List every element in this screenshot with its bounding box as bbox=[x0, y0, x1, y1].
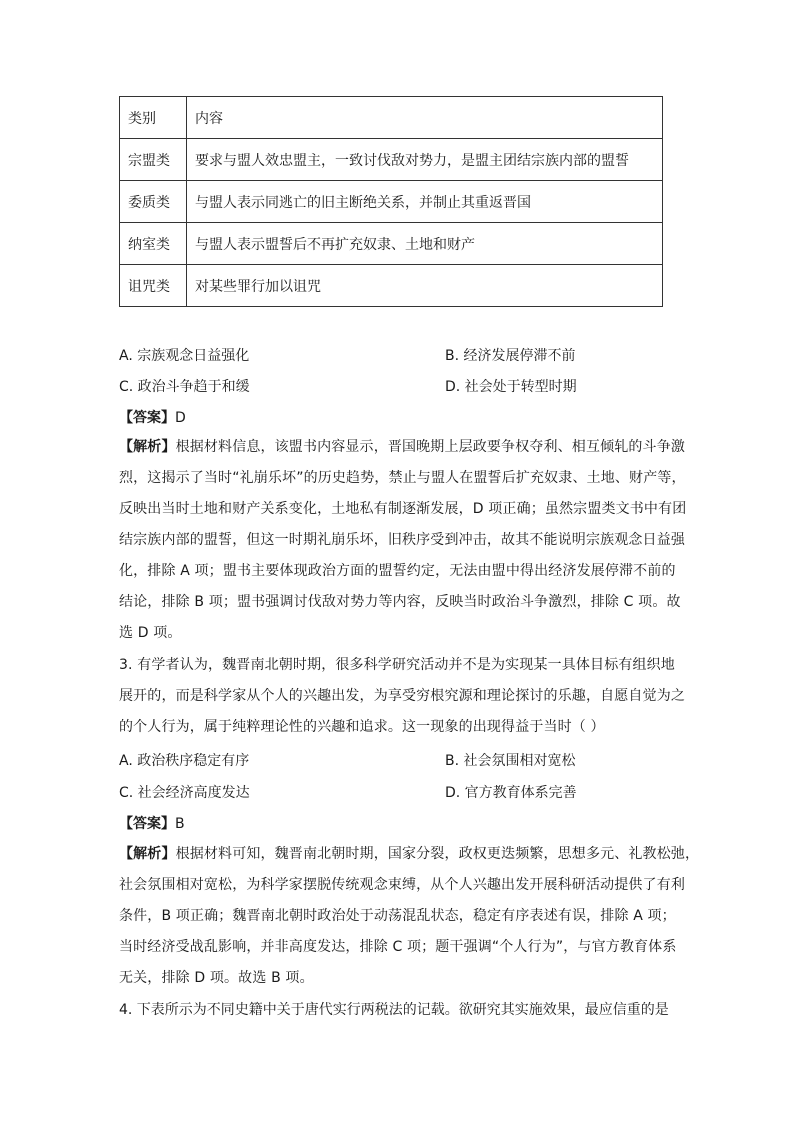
table-row bbox=[120, 223, 663, 265]
q2-option-a: A. 宗族观念日益强化 bbox=[119, 348, 250, 364]
table-cell-category: 纳室类 bbox=[120, 223, 187, 265]
alliance-oath-table bbox=[119, 96, 663, 307]
q3-option-a: A. 政治秩序稳定有序 bbox=[119, 753, 250, 769]
analysis-line: 选 D 项。 bbox=[119, 625, 182, 641]
analysis-line: 结宗族内部的盟誓，但这一时期礼崩乐坏，旧秩序受到冲击，故其不能说明宗族观念日益强 bbox=[119, 532, 685, 548]
q4-stem: 4. 下表所示为不同史籍中关于唐代实行两税法的记载。欲研究其实施效果，最应信重的是 bbox=[119, 1002, 669, 1018]
analysis-line: 烈，这揭示了当时“礼崩乐坏”的历史趋势，禁止与盟人在盟誓后扩充奴隶、土地、财产等， bbox=[119, 470, 686, 486]
table-header-content: 内容 bbox=[187, 97, 663, 139]
table-cell-category: 委质类 bbox=[120, 181, 187, 223]
analysis-line: 当时经济受战乱影响，并非高度发达，排除 C 项；题干强调“个人行为”，与官方教育体系 bbox=[119, 939, 677, 955]
q3-option-c: C. 社会经济高度发达 bbox=[119, 785, 250, 801]
q2-option-b: B. 经济发展停滞不前 bbox=[445, 348, 576, 364]
q2-analysis bbox=[119, 432, 687, 649]
stem-line: 展开的，而是科学家从个人的兴趣出发，为享受穷根究源和理论探讨的乐趣，自愿自觉为之 bbox=[119, 688, 685, 704]
analysis-line: 社会氛围相对宽松，为科学家摆脱传统观念束缚，从个人兴趣出发开展科研活动提供了有利 bbox=[119, 877, 685, 893]
answer-tag: 【答案】 bbox=[119, 816, 175, 832]
answer-value: B bbox=[175, 816, 185, 832]
analysis-line: 无关，排除 D 项。故选 B 项。 bbox=[119, 970, 314, 986]
q3-analysis bbox=[119, 839, 700, 994]
q2-option-c: C. 政治斗争趋于和缓 bbox=[119, 379, 250, 395]
q3-option-d: D. 官方教育体系完善 bbox=[445, 785, 577, 801]
q2-option-d: D. 社会处于转型时期 bbox=[445, 379, 577, 395]
stem-line: 的个人行为，属于纯粹理论性的兴趣和追求。这一现象的出现得益于当时（ ） bbox=[119, 719, 605, 735]
analysis-tag: 【解析】 bbox=[119, 439, 176, 455]
table-cell-content: 要求与盟人效忠盟主，一致讨伐敌对势力，是盟主团结宗族内部的盟誓 bbox=[187, 139, 663, 181]
table-header-category: 类别 bbox=[120, 97, 187, 139]
q2-answer bbox=[119, 408, 186, 428]
analysis-line: 结论，排除 B 项；盟书强调讨伐敌对势力等内容，反映当时政治斗争激烈，排除 C 项。故 bbox=[119, 594, 681, 610]
q3-stem bbox=[119, 650, 685, 743]
table-cell-content: 对某些罪行加以诅咒 bbox=[187, 265, 663, 307]
analysis-tag: 【解析】 bbox=[119, 846, 176, 862]
table-cell-content: 与盟人表示同逃亡的旧主断绝关系，并制止其重返晋国 bbox=[187, 181, 663, 223]
q3-option-b: B. 社会氛围相对宽松 bbox=[445, 753, 576, 769]
answer-tag: 【答案】 bbox=[119, 410, 175, 426]
analysis-line: 【解析】根据材料可知，魏晋南北朝时期，国家分裂，政权更迭频繁，思想多元、礼教松弛， bbox=[119, 846, 700, 862]
table-row bbox=[120, 139, 663, 181]
analysis-line: 条件，B 项正确；魏晋南北朝时政治处于动荡混乱状态，稳定有序表述有误，排除 A 项； bbox=[119, 908, 676, 924]
analysis-line: 反映出当时土地和财产关系变化，土地私有制逐渐发展，D 项正确；虽然宗盟类文书中有团 bbox=[119, 501, 687, 517]
q3-answer bbox=[119, 814, 185, 834]
table-header-row bbox=[120, 97, 663, 139]
answer-value: D bbox=[175, 410, 186, 426]
table-row bbox=[120, 265, 663, 307]
stem-line: 3. 有学者认为，魏晋南北朝时期，很多科学研究活动并不是为实现某一具体目标有组织地 bbox=[119, 657, 675, 673]
table-cell-content: 与盟人表示盟誓后不再扩充奴隶、土地和财产 bbox=[187, 223, 663, 265]
table-row bbox=[120, 181, 663, 223]
analysis-line: 化，排除 A 项；盟书主要体现政治方面的盟誓约定，无法由盟中得出经济发展停滞不前的 bbox=[119, 563, 676, 579]
table-cell-category: 诅咒类 bbox=[120, 265, 187, 307]
table-cell-category: 宗盟类 bbox=[120, 139, 187, 181]
analysis-line: 【解析】根据材料信息，该盟书内容显示，晋国晚期上层政要争权夺利、相互倾轧的斗争激 bbox=[119, 439, 686, 455]
